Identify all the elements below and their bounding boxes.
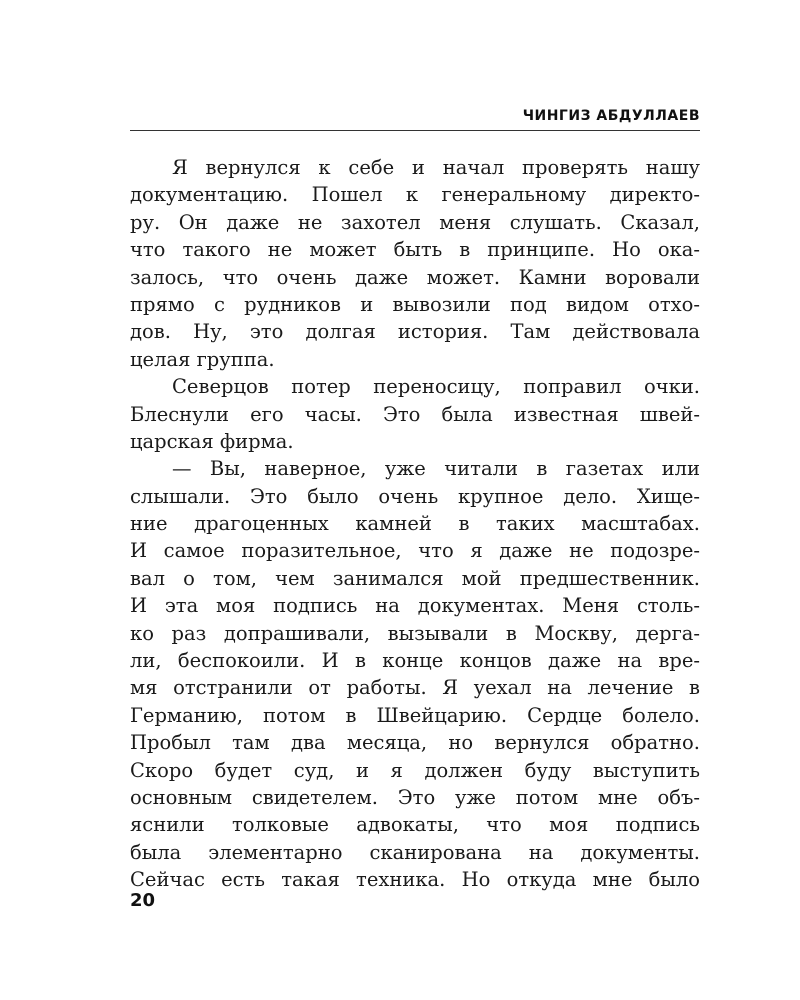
- running-head-author: ЧИНГИЗ АБДУЛЛАЕВ: [522, 108, 700, 124]
- text-line: Пробыл там два месяца, но вернулся обратно.: [130, 731, 700, 755]
- text-line: слышали. Это было очень крупное дело. Хище-: [130, 484, 700, 508]
- text-line: документацию. Пошел к генеральному директо-: [130, 183, 700, 207]
- text-line: Скоро будет суд, и я должен буду выступить: [130, 758, 700, 782]
- text-line: вал о том, чем занимался мой предшественник.: [130, 566, 700, 590]
- text-line: мя отстранили от работы. Я уехал на лечение в: [130, 676, 700, 700]
- text-line: И самое поразительное, что я даже не подозре-: [130, 539, 700, 563]
- text-line: Блеснули его часы. Это была известная швей-: [130, 402, 700, 426]
- text-line: основным свидетелем. Это уже потом мне объ-: [130, 785, 700, 809]
- text-line: ние драгоценных камней в таких масштабах.: [130, 512, 700, 536]
- text-line: залось, что очень даже может. Камни воровали: [130, 265, 700, 289]
- text-line: Я вернулся к себе и начал проверять нашу: [172, 156, 700, 179]
- page-number: 20: [130, 890, 156, 911]
- body-text: [130, 154, 700, 894]
- text-line: яснили толковые адвокаты, что моя подпись: [130, 813, 700, 837]
- text-line: ру. Он даже не захотел меня слушать. Сказал,: [130, 210, 700, 234]
- header-rule: [130, 130, 700, 131]
- text-line: царская фирма.: [130, 429, 294, 453]
- text-line: ли, беспокоили. И в конце концов даже на вре-: [130, 649, 700, 673]
- text-line: Северцов потер переносицу, поправил очки.: [172, 375, 700, 399]
- text-line: что такого не может быть в принципе. Но ока-: [130, 238, 700, 262]
- text-line: целая группа.: [130, 347, 275, 371]
- text-line: Германию, потом в Швейцарию. Сердце болело.: [130, 703, 700, 727]
- text-line: была элементарно сканирована на документы.: [130, 840, 700, 864]
- text-line: И эта моя подпись на документах. Меня столь-: [130, 594, 700, 618]
- text-line: дов. Ну, это долгая история. Там действовала: [130, 320, 700, 344]
- text-line: — Вы, наверное, уже читали в газетах или: [172, 457, 700, 481]
- text-line: прямо с рудников и вывозили под видом отхо-: [130, 292, 700, 316]
- text-line: Сейчас есть такая техника. Но откуда мне было: [130, 868, 700, 892]
- text-line: ко раз допрашивали, вызывали в Москву, дерга-: [130, 621, 700, 645]
